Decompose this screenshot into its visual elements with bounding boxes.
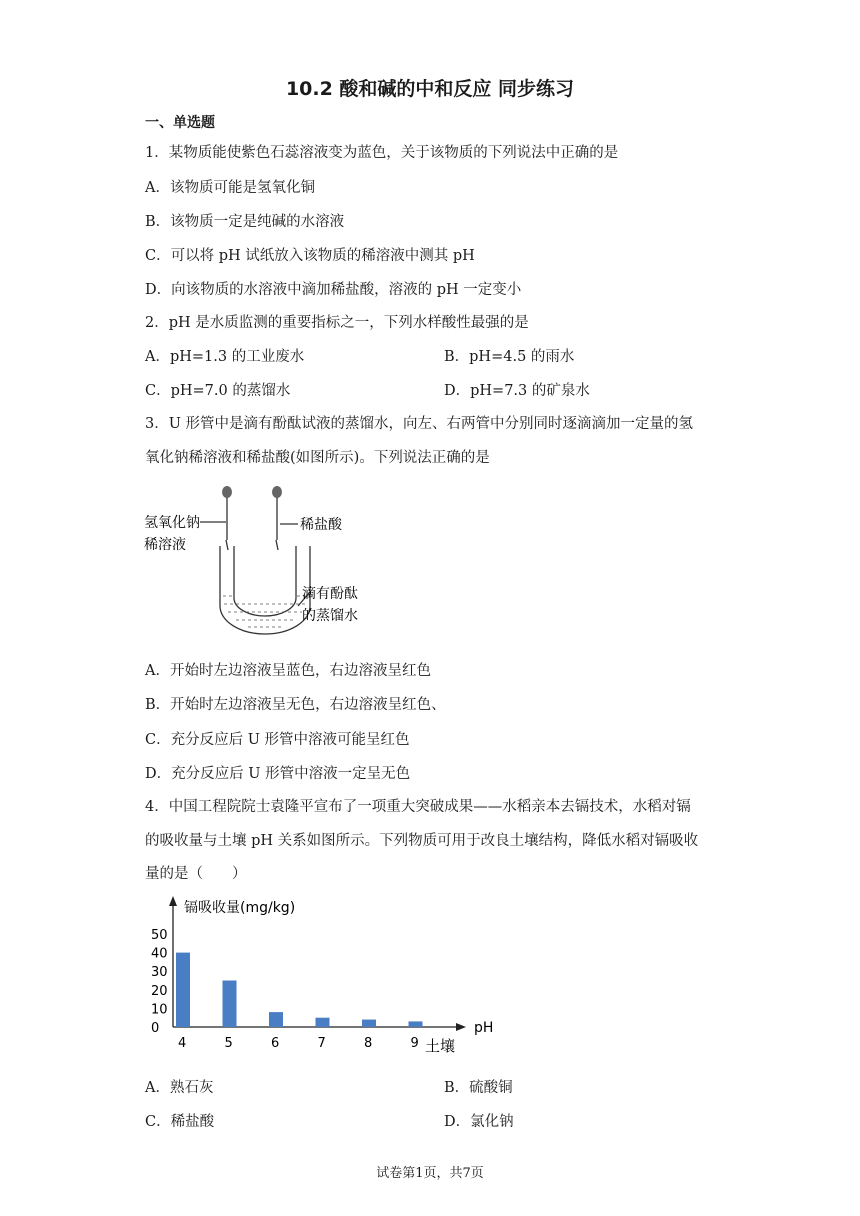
chart-ylabel: 镉吸收量(mg/kg) [184, 900, 296, 916]
question-4-option-d: D．氯化钠 [444, 1114, 514, 1130]
question-4-stem-line-2: 的吸收量与土壤 pH 关系如图所示。下列物质可用于改良土壤结构，降低水稻对镉吸收 [145, 833, 699, 849]
question-3-option-b: B．开始时左边溶液呈无色，右边溶液呈红色、 [145, 697, 446, 713]
question-3-option-d: D．充分反应后 U 形管中溶液一定呈无色 [145, 766, 411, 782]
question-2-option-d: D．pH=7.3 的矿泉水 [444, 383, 590, 399]
question-2-option-b: B．pH=4.5 的雨水 [444, 349, 575, 365]
liquid [223, 596, 307, 627]
bar-ph-4 [176, 953, 190, 1027]
u-tube-figure [140, 480, 380, 640]
question-2-option-c: C．pH=7.0 的蒸馏水 [145, 383, 291, 399]
label-phenolphthalein: 滴有酚酞 [302, 586, 358, 602]
question-4-stem-line-1: 4．中国工程院院士袁隆平宣布了一项重大突破成果——水稻亲本去镉技术，水稻对镉 [145, 799, 691, 815]
x-tick-label: 6 [271, 1036, 280, 1051]
x-tick-label: 8 [364, 1036, 373, 1051]
question-4-option-a: A．熟石灰 [145, 1080, 214, 1096]
question-4-option-c: C．稀盐酸 [145, 1114, 215, 1130]
cadmium-ph-chart [140, 890, 500, 1060]
question-2-stem: 2．pH 是水质监测的重要指标之一，下列水样酸性最强的是 [145, 315, 529, 331]
label-naoh: 氢氧化钠 [144, 515, 200, 531]
label-dilute-solution: 稀溶液 [144, 537, 186, 553]
question-1-option-c: C．可以将 pH 试纸放入该物质的稀溶液中测其 pH [145, 248, 475, 264]
question-1-option-d: D．向该物质的水溶液中滴加稀盐酸，溶液的 pH 一定变小 [145, 282, 522, 298]
question-3-option-c: C．充分反应后 U 形管中溶液可能呈红色 [145, 732, 410, 748]
left-dropper-bulb [222, 486, 232, 498]
y-tick-label: 40 [151, 946, 168, 962]
chart-xlabel-soil: 土壤 [425, 1037, 456, 1055]
x-tick-label: 9 [410, 1036, 419, 1051]
question-1-stem: 1．某物质能使紫色石蕊溶液变为蓝色，关于该物质的下列说法中正确的是 [145, 145, 619, 161]
bar-ph-5 [223, 981, 237, 1028]
question-3-stem-line-1: 3．U 形管中是滴有酚酞试液的蒸馏水，向左、右两管中分别同时逐滴滴加一定量的氢 [145, 416, 694, 432]
right-dropper-bulb [272, 486, 282, 498]
y-tick-label: 10 [151, 1002, 168, 1018]
bar-ph-7 [316, 1018, 330, 1027]
bar-ph-9 [409, 1021, 423, 1027]
question-4-option-b: B．硫酸铜 [444, 1080, 513, 1096]
bar-ph-6 [269, 1012, 283, 1027]
question-1-option-a: A．该物质可能是氢氧化铜 [145, 180, 315, 196]
question-3-stem-line-2: 氧化钠稀溶液和稀盐酸(如图所示)。下列说法正确的是 [145, 450, 490, 466]
question-1-option-b: B．该物质一定是纯碱的水溶液 [145, 214, 345, 230]
question-3-option-a: A．开始时左边溶液呈蓝色，右边溶液呈红色 [145, 663, 431, 679]
section-heading: 一、单选题 [145, 115, 215, 131]
question-2-option-a: A．pH=1.3 的工业废水 [145, 349, 305, 365]
label-distilled-water: 的蒸馏水 [302, 608, 358, 624]
page-title: 10.2 酸和碱的中和反应 同步练习 [285, 78, 575, 100]
x-tick-label: 4 [178, 1036, 187, 1051]
y-tick-label: 30 [151, 965, 168, 981]
label-hcl: 稀盐酸 [300, 517, 342, 533]
y-axis-arrow [169, 896, 177, 906]
x-tick-label: 7 [317, 1036, 326, 1051]
x-axis-arrow [456, 1023, 466, 1031]
chart-xlabel-ph: pH [474, 1020, 494, 1036]
x-tick-label: 5 [224, 1036, 233, 1051]
y-tick-label: 0 [151, 1021, 160, 1036]
question-4-stem-line-3: 量的是（ ） [145, 866, 247, 882]
y-tick-label: 20 [151, 983, 168, 999]
y-tick-label: 50 [151, 928, 168, 943]
page-footer: 试卷第1页，共7页 [376, 1166, 484, 1181]
bar-ph-8 [362, 1020, 376, 1027]
